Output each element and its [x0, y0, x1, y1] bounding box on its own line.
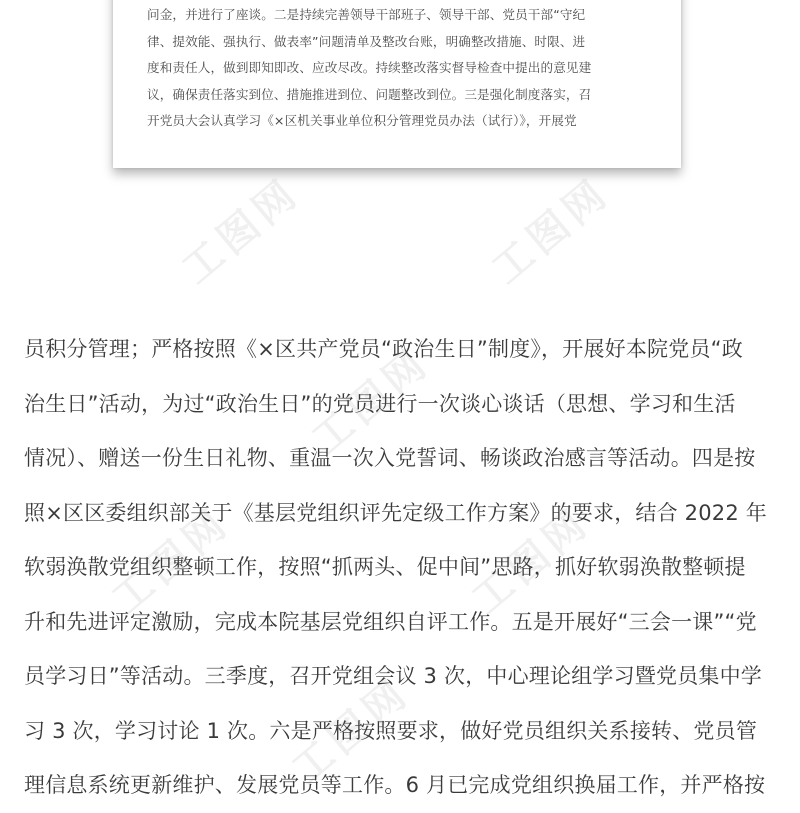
document-preview-card: [113, 0, 681, 168]
document-body: [24, 322, 780, 813]
card-line: 度和责任人，做到即知即改、应改尽改。持续整改落实督导检查中提出的意见建: [147, 60, 592, 75]
watermark: 工图网: [283, 669, 419, 794]
watermark: 工图网: [303, 339, 439, 464]
card-line: 问金，并进行了座谈。二是持续完善领导干部班子、领导干部、党员干部“守纪: [147, 7, 586, 22]
watermark: 工图网: [483, 169, 619, 294]
watermark: 工图网: [173, 169, 309, 294]
card-paragraph: [147, 2, 651, 135]
card-line: 议，确保责任落实到位、措施推进到位、问题整改到位。三是强化制度落实，召: [147, 86, 592, 102]
body-line: 软弱涣散党组织整顿工作，按照“抓两头、促中间”思路，抓好软弱涣散整顿提: [24, 555, 746, 579]
body-line: 照×区区委组织部关于《基层党组织评先定级工作方案》的要求，结合 2022 年: [24, 500, 767, 525]
body-line: 情况）、赠送一份生日礼物、重温一次入党誓词、畅谈政治感言等活动。四是按: [24, 446, 756, 470]
body-line: 治生日”活动，为过“政治生日”的党员进行一次谈心谈话（思想、学习和生活: [24, 391, 736, 416]
body-line: 员学习日”等活动。三季度，召开党组会议 3 次，中心理论组学习暨党员集中学: [24, 664, 762, 688]
watermark: 工图网: [463, 499, 599, 624]
body-line: 习 3 次，学习讨论 1 次。六是严格按照要求，做好党员组织关系接转、党员管: [24, 718, 758, 743]
watermark: 工图网: [103, 499, 239, 624]
card-line: 开党员大会认真学习《×区机关事业单位积分管理党员办法（试行）》，开展党: [147, 113, 577, 128]
body-line: 升和先进评定激励，完成本院基层党组织自评工作。五是开展好“三会一课”“党: [24, 609, 757, 634]
body-line: 理信息系统更新维护、发展党员等工作。6 月已完成党组织换届工作，并严格按: [24, 773, 766, 797]
card-line: 律、提效能、强执行、做表率”问题清单及整改台账，明确整改措施、时限、进: [147, 33, 586, 49]
body-line: 员积分管理；严格按照《×区共产党员“政治生日”制度》，开展好本院党员“政: [24, 337, 743, 361]
